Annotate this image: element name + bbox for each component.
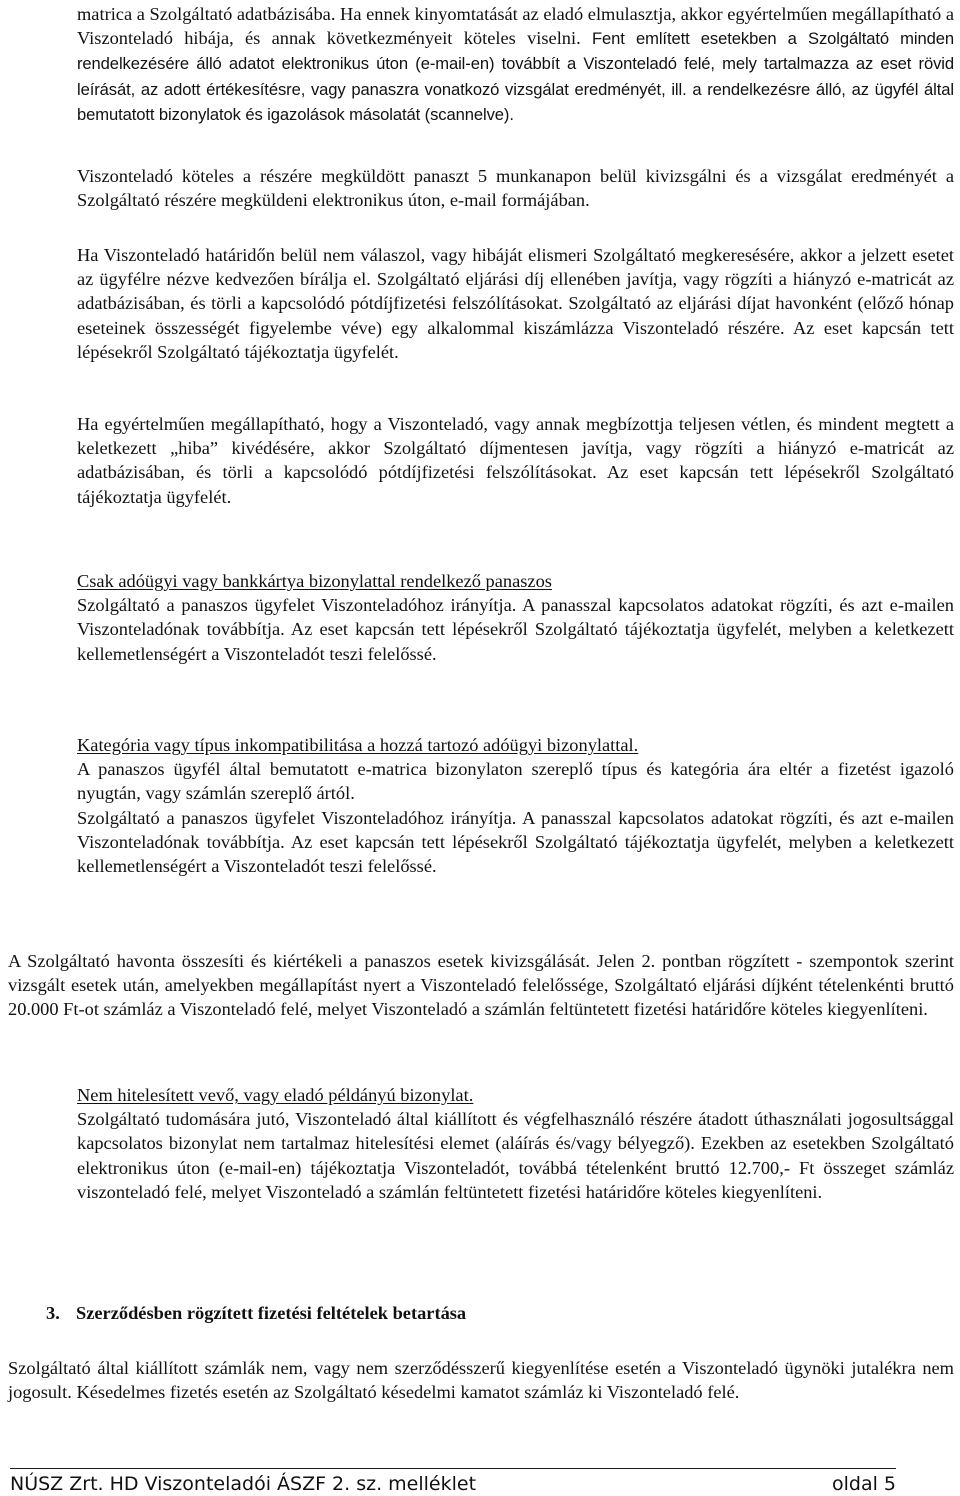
- section-unauthenticated-receipt: [77, 1083, 954, 1204]
- section-body: Szolgáltató a panaszos ügyfelet Viszonteladóhoz irányítja. A panasszal kapcsolatos adatokat rögzíti, és azt e-mailen Viszonteladónak továbbítja. Az eset kapcsán tett lépésekről Szolgáltató tájékoztatja ügyfelét, melyben a keletkezett kellemetlenségért a Viszonteladót teszi felelőssé.: [77, 807, 954, 877]
- paragraph-intro: [77, 2, 954, 127]
- footer-document-title: NÚSZ Zrt. HD Viszonteladói ÁSZF 2. sz. melléklet: [10, 1473, 477, 1495]
- section-body: Szolgáltató tudomására jutó, Viszonteladó által kiállított és végfelhasználó részére átadott úthasználati jogosultsággal kapcsolatos bizonylat nem tartalmaz hitelesítési elemet (aláírás és/vagy bélyegző). Ezekben az esetekben Szolgáltató elektronikus úton (e-mail-en) tájékoztatja Viszonteladót, továbbá tételenként bruttó 12.700,- Ft összeget számláz viszonteladó felé, melyet Viszonteladó a számlán feltüntetett fizetési határidőre köteles kiegyenlíteni.: [77, 1109, 954, 1202]
- intro-sentence-2: Fent említett esetekben a Szolgáltató minden rendelkezésére álló adatot elektronikus úton (e-mail-en) továbbít a Viszonteladó felé, mely tartalmazza az eset rövid leírását, az adott értékesítésre, vagy panaszra vonatkozó vizsgálat eredményét, ill. a rendelkezésre álló, az ügyfél által bemutatott bizonylatok és igazolások másolatát (scannelve).: [77, 29, 954, 124]
- heading-number: 3.: [46, 1303, 60, 1323]
- paragraph-no-response: Ha Viszonteladó határidőn belül nem válaszol, vagy hibáját elismeri Szolgáltató megkeresésére, akkor a jelzett esetet az ügyfélre nézve kedvezően bírálja el. Szolgáltató eljárási díj ellenében javítja, vagy rögzíti a hiányzó e-matricát az adatbázisában, és törli a kapcsolódó pótdíjfizetési felszólításokat. Szolgáltató az eljárási díjat havonként (előző hónap eseteinek összességét figyelembe véve) egy alkalommal kiszámlázza Viszonteladó részére. Az eset kapcsán tett lépésekről Szolgáltató tájékoztatja ügyfelét.: [77, 245, 954, 362]
- section-category-incompatibility: [77, 733, 954, 878]
- paragraph-review-deadline: Viszonteladó köteles a részére megküldött panaszt 5 munkanapon belül kivizsgálni és a vizsgálat eredményét a Szolgáltató részére megküldeni elektronikus úton, e-mail formájában.: [77, 166, 954, 211]
- page-footer: [10, 1468, 896, 1496]
- section-body: Szolgáltató a panaszos ügyfelet Viszonteladóhoz irányítja. A panasszal kapcsolatos adatokat rögzíti, és azt e-mailen Viszonteladónak továbbítja. Az eset kapcsán tett lépésekről Szolgáltató tájékoztatja ügyfelét, melyben a keletkezett kellemetlenségért a Viszonteladót teszi felelőssé.: [77, 595, 954, 664]
- section-tax-receipt-only: [77, 569, 954, 666]
- paragraph-payment-terms: Szolgáltató által kiállított számlák nem, vagy nem szerződésszerű kiegyenlítése esetén a Viszonteladó ügynöki jutalékra nem jogosult. Késedelmes fizetés esetén az Szolgáltató késedelmi kamatot számláz ki Viszonteladó felé.: [8, 1358, 954, 1403]
- heading-title: Szerződésben rögzített fizetési feltételek betartása: [76, 1303, 467, 1323]
- paragraph-monthly-summary: A Szolgáltató havonta összesíti és kiértékeli a panaszos esetek kivizsgálását. Jelen 2. pontban rögzített - szempontok szerint vizsgált esetek után, amelyekben megállapítást nyert a Viszonteladó felelőssége, Szolgáltató eljárási díjként tételenkénti bruttó 20.000 Ft-ot számláz a Viszonteladó felé, melyet Viszonteladó a számlán feltüntetett fizetési határidőre köteles kiegyenlíteni.: [8, 951, 954, 1020]
- section-body: A panaszos ügyfél által bemutatott e-matrica bizonylaton szereplő típus és kategória ára eltér a fizetést igazoló nyugtán, vagy számlán szereplő ártól.: [77, 759, 954, 804]
- section-title: Csak adóügyi vagy bankkártya bizonylattal rendelkező panaszos: [77, 571, 552, 591]
- footer-page-number: oldal 5: [831, 1473, 896, 1495]
- heading-payment-terms: [46, 1301, 466, 1325]
- intro-sentence-1: matrica a Szolgáltató adatbázisába. Ha ennek kinyomtatását az eladó elmulasztja, akkor egyértelműen megállapítható a Viszonteladó hibája, és annak következményeit köteles viselni.: [77, 4, 954, 49]
- section-title: Nem hitelesített vevő, vagy eladó példányú bizonylat.: [77, 1085, 474, 1105]
- paragraph-free-fix: Ha egyértelműen megállapítható, hogy a Viszonteladó, vagy annak megbízottja teljesen vétlen, és mindent megtett a keletkezett „hiba” kivédésére, akkor Szolgáltató díjmentesen javítja, vagy rögzíti a hiányzó e-matricát az adatbázisában, és törli a kapcsolódó pótdíjfizetési felszólításokat. Az eset kapcsán tett lépésekről Szolgáltató tájékoztatja ügyfelét.: [77, 414, 954, 507]
- section-title: Kategória vagy típus inkompatibilitása a hozzá tartozó adóügyi bizonylattal.: [77, 735, 639, 755]
